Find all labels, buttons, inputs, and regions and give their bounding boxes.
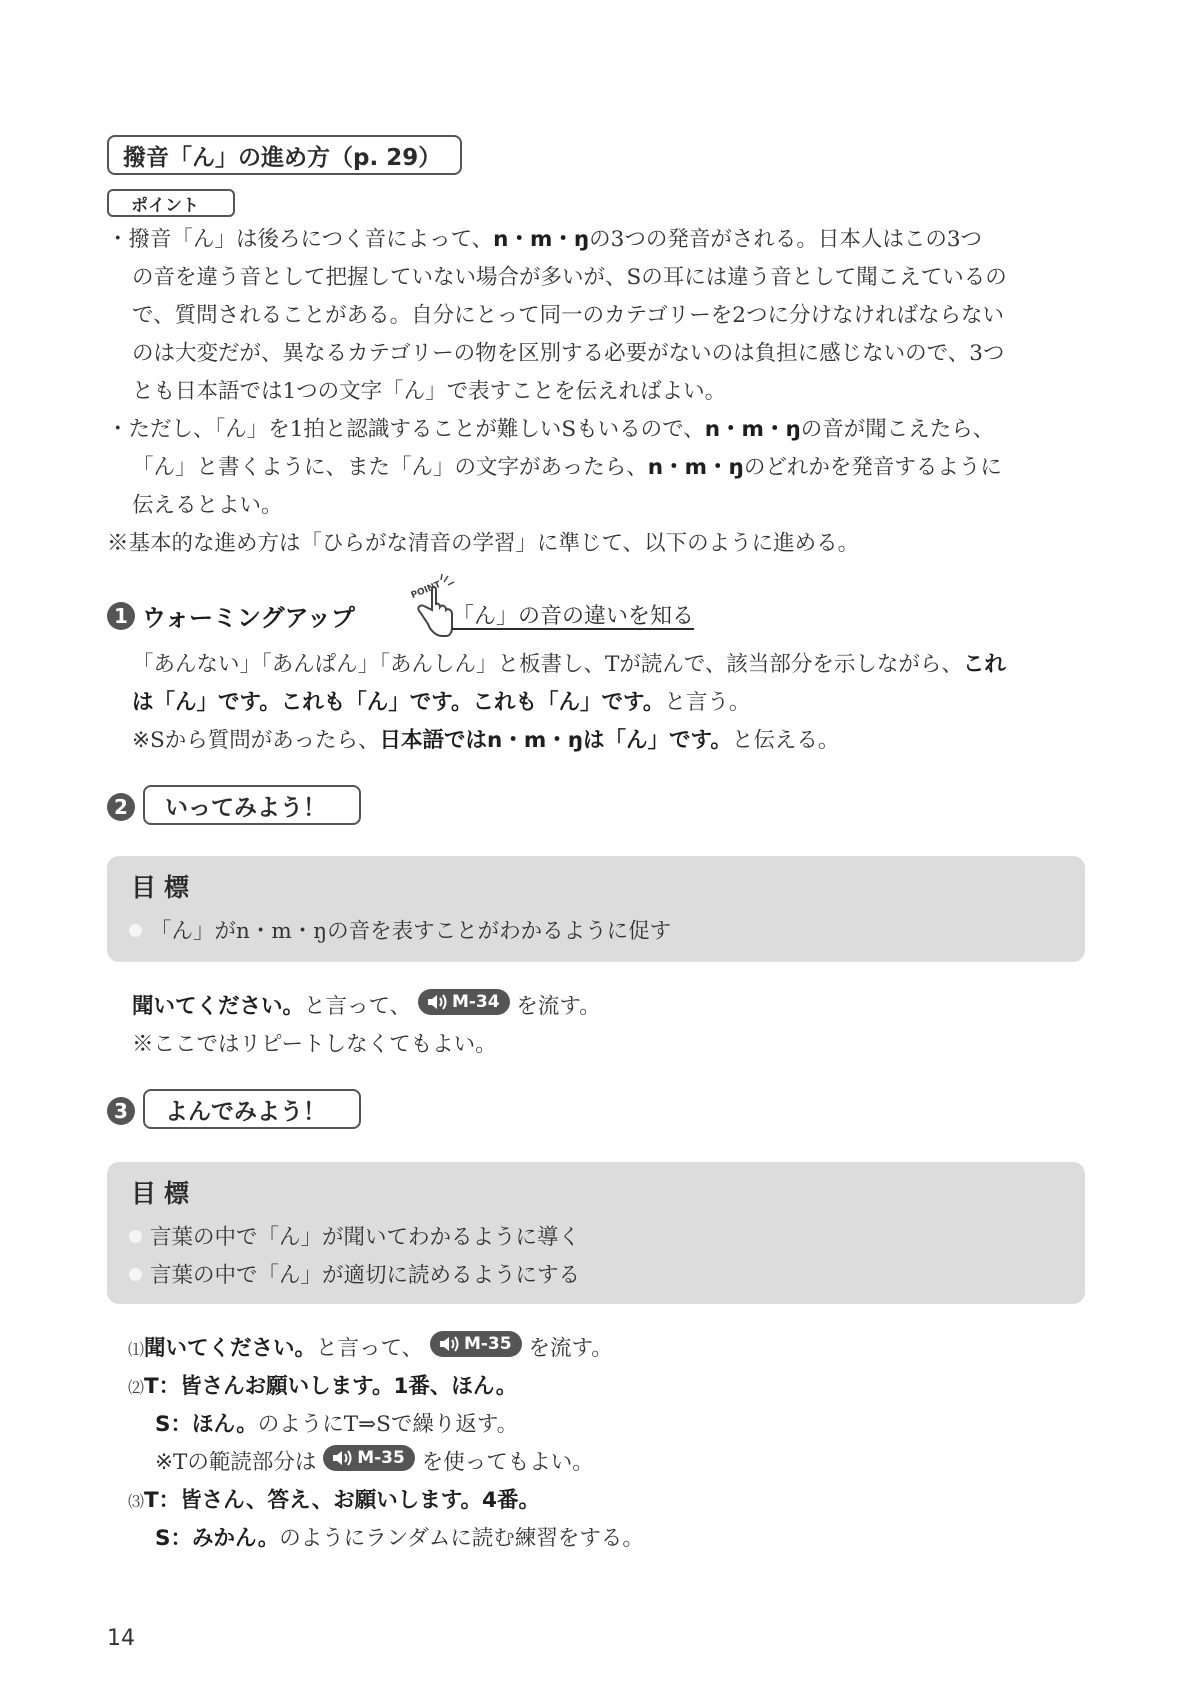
step3-number: 3	[107, 1097, 135, 1125]
step3-item-1	[128, 1330, 613, 1369]
step3-bold: T：皆さんお願いします。1番、ほん。	[144, 1374, 518, 1399]
step3-text: のようにT⇒Sで繰り返す。	[257, 1412, 519, 1437]
audio-badge-m35[interactable]	[430, 1331, 522, 1357]
step3-text: を流す。	[528, 1336, 613, 1361]
step1-line-2	[132, 684, 750, 722]
step3-bold: T：皆さん、答え、お願いします。4番。	[144, 1488, 541, 1513]
audio-label: M-34	[451, 992, 500, 1012]
points-note: ※基本的な進め方は「ひらがな清音の学習」に準じて、以下のように進める。	[107, 531, 860, 556]
section-title-text: 撥音「ん」の進め方（p. 29）	[123, 144, 442, 171]
item-marker: ⑶	[128, 1492, 145, 1511]
audio-label: M-35	[463, 1334, 512, 1354]
points-text: のどれかを発音するように	[743, 455, 1002, 480]
step2-line-1	[132, 988, 601, 1026]
points-text: ・撥音「ん」は後ろにつく音によって、	[107, 227, 494, 252]
points-line-5: とも日本語では1つの文字「ん」で表すことを伝えればよい。	[132, 379, 727, 404]
step3-text: と言って、	[316, 1336, 424, 1361]
step2-title-box	[143, 785, 361, 825]
points-line-3: で、質問されることがある。自分にとって同一のカテゴリーを2つに分けなければならない	[132, 303, 1004, 328]
step2-text: と言って、	[304, 994, 412, 1019]
points-line-7	[132, 449, 1002, 487]
step1-text: と伝える。	[731, 728, 840, 753]
audio-badge-m34[interactable]	[418, 989, 510, 1015]
step2-goal-box	[107, 856, 1085, 962]
step3-item-2	[128, 1368, 517, 1407]
step2-text: を流す。	[516, 994, 601, 1019]
section-title	[107, 135, 462, 175]
speaker-icon	[438, 1335, 460, 1353]
step3-bold: S：ほん。	[155, 1412, 258, 1437]
step2-line-2: ※ここではリピートしなくてもよい。	[132, 1032, 497, 1057]
item-marker: ⑴	[128, 1340, 145, 1359]
goal-item	[129, 1220, 580, 1251]
step1-text: と言う。	[664, 690, 751, 715]
goal-item-text: 言葉の中で「ん」が適切に読めるようにする	[150, 1263, 581, 1288]
point-label	[107, 189, 235, 217]
goal-item	[129, 1258, 580, 1289]
bullet-dot	[129, 924, 142, 937]
goal-item-text: 言葉の中で「ん」が聞いてわかるように導く	[150, 1225, 581, 1250]
step2-title: いってみよう！	[165, 794, 326, 821]
point-label-text: ポイント	[131, 195, 199, 216]
goal-item-text: 「ん」がn・m・ŋの音を表すことがわかるように促す	[150, 919, 672, 944]
point-hand-icon	[408, 572, 456, 644]
goal-title: 目標	[131, 1179, 198, 1208]
step3-item-3	[128, 1482, 540, 1521]
step1-text: ※Sから質問があったら、	[132, 728, 380, 753]
step3-item-2-s	[155, 1406, 518, 1444]
audio-label: M-35	[357, 1448, 405, 1468]
step1-line-1	[132, 646, 1006, 684]
step3-item-2-note	[155, 1444, 594, 1482]
points-text: 「ん」と書くように、また「ん」の文字があったら、	[132, 455, 648, 480]
points-text: の音が聞こえたら、	[800, 417, 995, 442]
step1-bold: これ	[962, 652, 1006, 677]
nm-ng-bold: n・m・ŋ	[493, 227, 590, 252]
step1-number: 1	[107, 602, 135, 630]
speaker-icon	[426, 993, 448, 1011]
goal-item	[129, 914, 671, 945]
step2-number: 2	[107, 793, 135, 821]
step3-goal-box	[107, 1162, 1085, 1304]
step1-bold: 日本語ではn・m・ŋは「ん」です。	[379, 728, 732, 753]
step3-bold: 聞いてください。	[144, 1336, 317, 1361]
points-line-4: のは大変だが、異なるカテゴリーの物を区別する必要がないのは負担に感じないので、3つ	[132, 341, 1005, 366]
step3-text: のようにランダムに読む練習をする。	[279, 1526, 644, 1551]
step1-text: 「あんない」「あんぱん」「あんしん」と板書し、Tが読んで、該当部分を示しながら、	[132, 652, 963, 677]
nm-ng-bold: n・m・ŋ	[647, 455, 744, 480]
nm-ng-bold: n・m・ŋ	[704, 417, 801, 442]
points-text: の3つの発音がされる。日本人はこの3つ	[589, 227, 983, 252]
bullet-dot	[129, 1230, 142, 1243]
item-marker: ⑵	[128, 1378, 145, 1397]
step3-item-3-s	[155, 1520, 644, 1558]
step3-title-box	[143, 1089, 361, 1129]
audio-badge-m35-note[interactable]	[323, 1445, 415, 1471]
points-text: ・ただし、「ん」を1拍と認識することが難しいSもいるので、	[107, 417, 705, 442]
step3-bold: S：みかん。	[155, 1526, 280, 1551]
step1-title: ウォーミングアップ	[142, 604, 355, 632]
step3-title: よんでみよう！	[165, 1098, 326, 1125]
step3-text: ※Tの範読部分は	[155, 1450, 317, 1475]
step3-text: を使ってもよい。	[421, 1450, 594, 1475]
step1-subtitle: 「ん」の音の違いを知る	[452, 604, 695, 629]
point-word: POINT	[409, 579, 443, 601]
step2-bold: 聞いてください。	[132, 994, 305, 1019]
speaker-icon	[331, 1449, 353, 1467]
page-number: 14	[107, 1626, 135, 1651]
bullet-dot	[129, 1268, 142, 1281]
points-line-6	[107, 411, 994, 449]
points-line-2: の音を違う音として把握していない場合が多いが、Sの耳には違う音として聞こえているの	[132, 265, 1007, 290]
points-line-8: 伝えるとよい。	[132, 493, 283, 518]
goal-title: 目標	[131, 873, 198, 902]
step1-line-3	[132, 722, 839, 760]
points-line-1	[107, 221, 982, 259]
step1-bold: は「ん」です。これも「ん」です。これも「ん」です。	[132, 690, 665, 715]
